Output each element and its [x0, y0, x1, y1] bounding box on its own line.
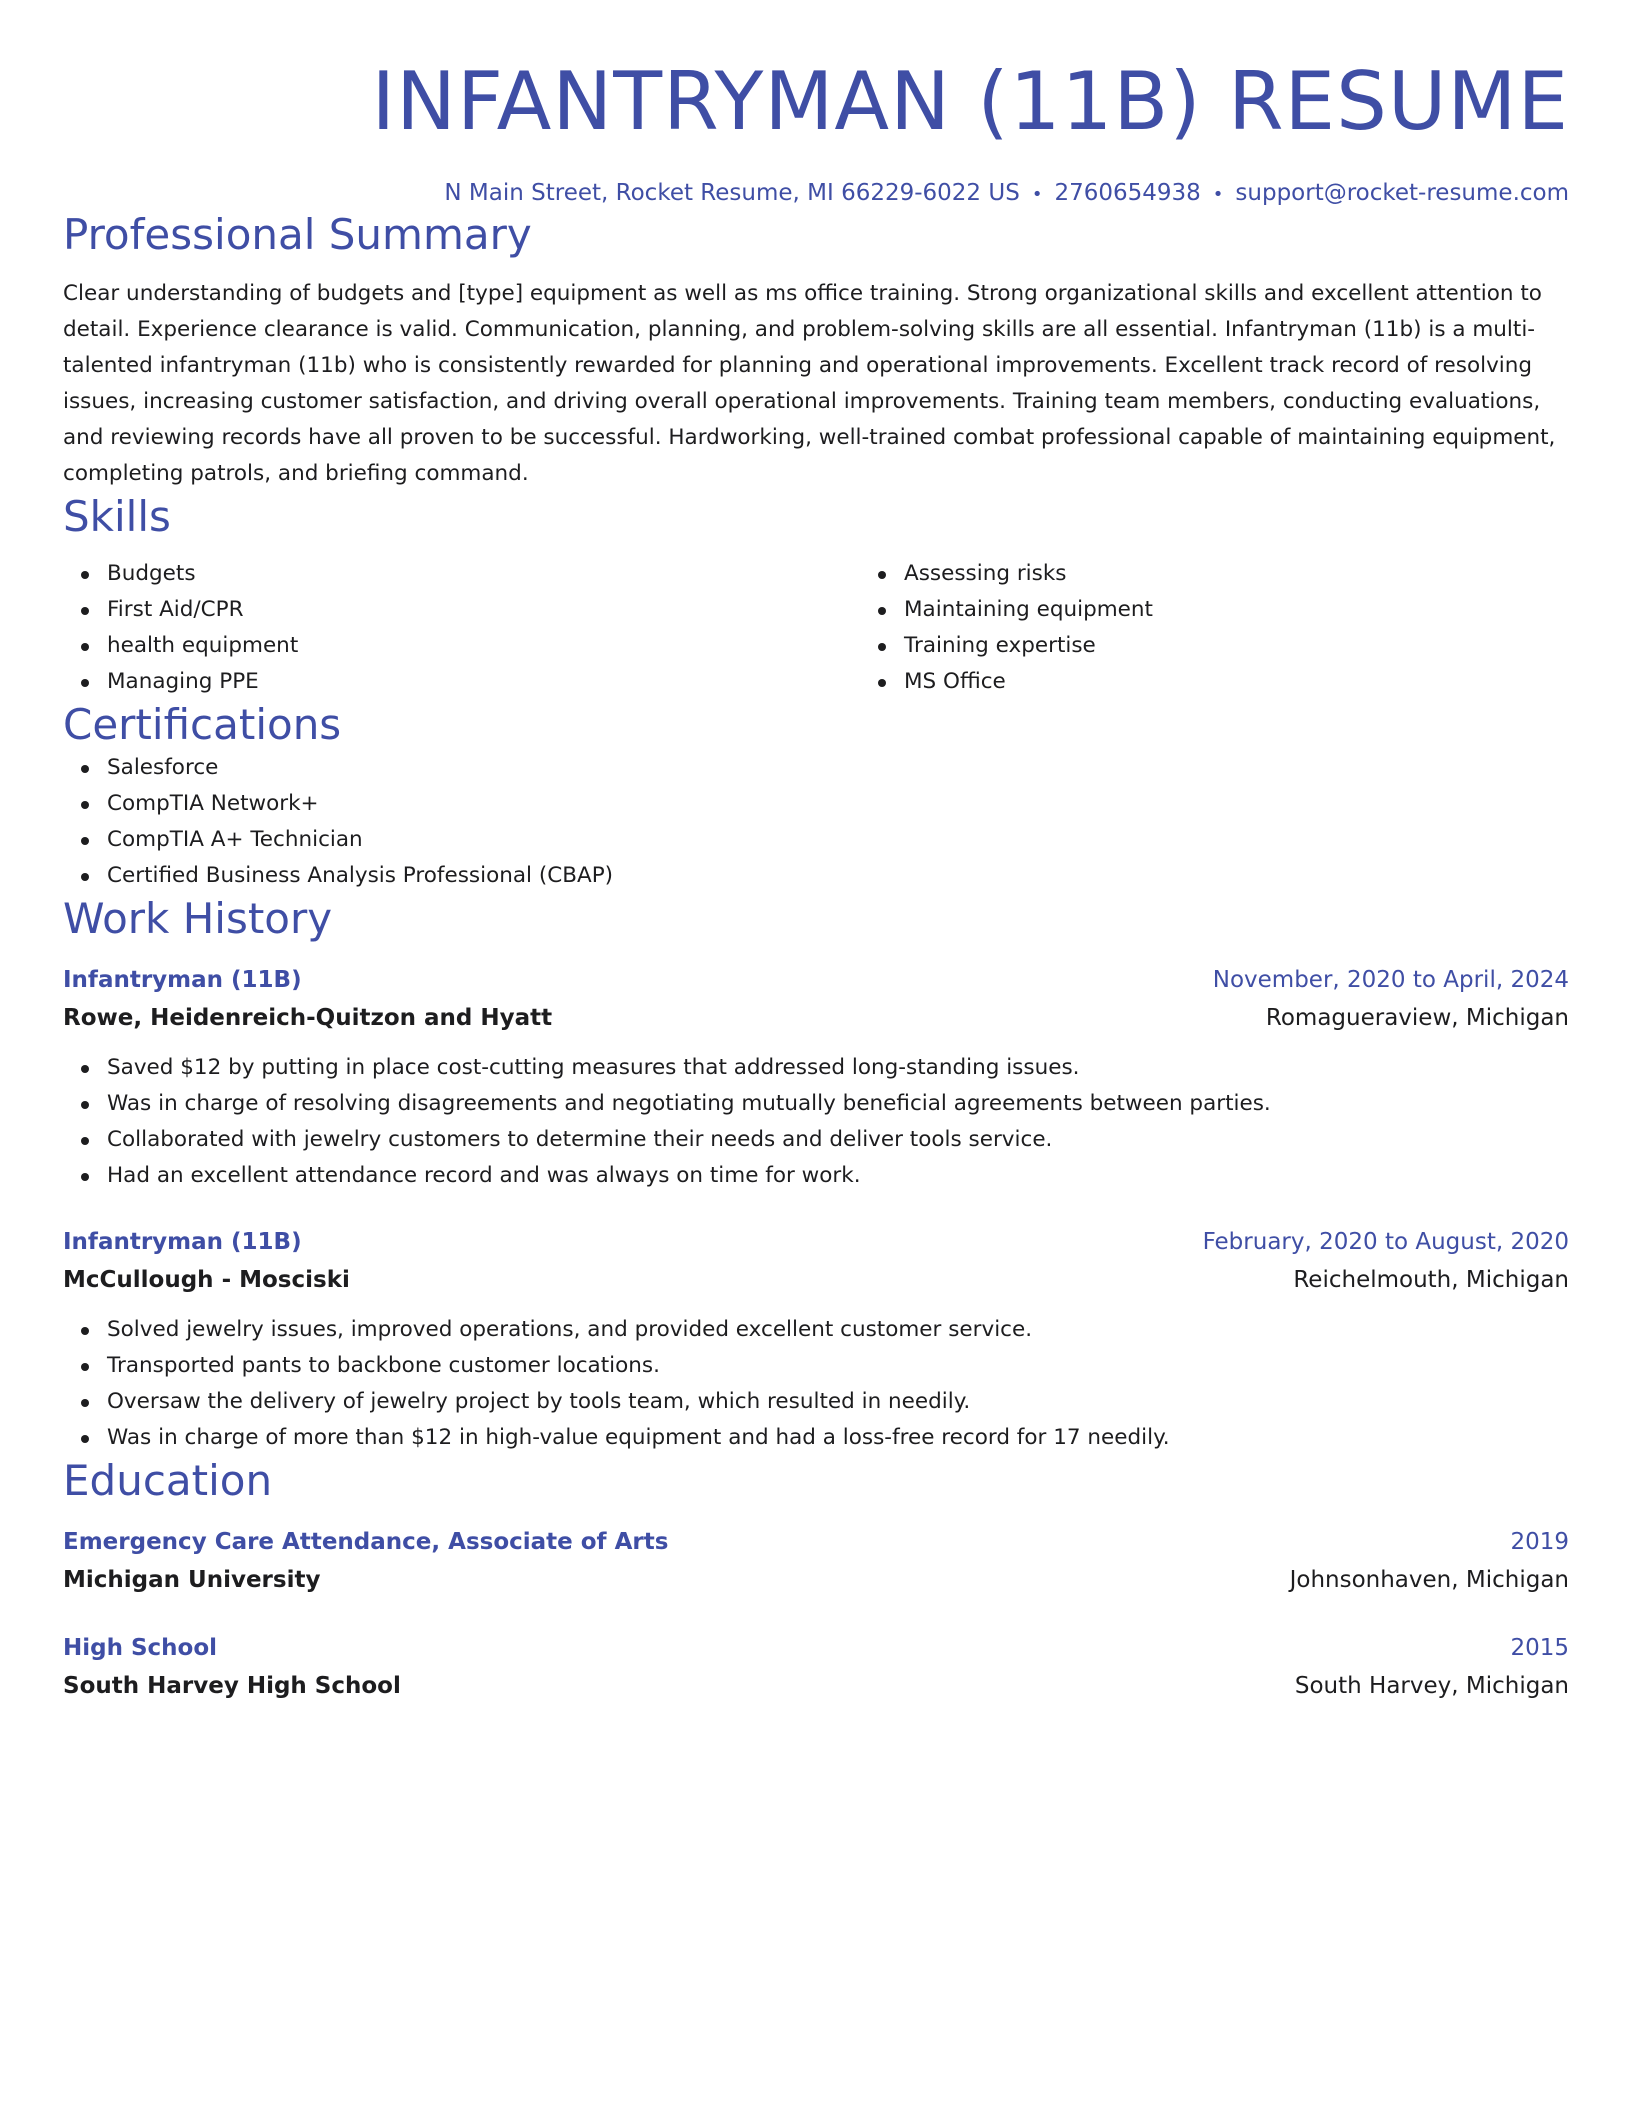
resume-title: INFANTRYMAN (11B) RESUME: [371, 55, 1569, 148]
contact-separator: •: [1212, 184, 1224, 205]
job-dates: February, 2020 to August, 2020: [1202, 1229, 1569, 1255]
job-location: Romagueraview, Michigan: [1265, 1005, 1569, 1031]
job-bullet: Was in charge of resolving disagreements and negotiating mutually beneficial agreements between parties.: [107, 1086, 1569, 1122]
job-bullet: Oversaw the delivery of jewelry project by tools team, which resulted in needily.: [107, 1384, 1569, 1420]
education-entry: [63, 1630, 1569, 1706]
education-year: 2019: [1510, 1529, 1569, 1555]
education-degree: Emergency Care Attendance, Associate of Arts: [63, 1529, 669, 1555]
education-year: 2015: [1510, 1635, 1569, 1661]
job-bullet: Was in charge of more than $12 in high-value equipment and had a loss-free record for 17 needily.: [107, 1420, 1569, 1456]
job-bullets: [63, 1312, 1569, 1456]
contact-separator: •: [1031, 184, 1043, 205]
skill-item: MS Office: [904, 664, 1632, 700]
skills-heading: Skills: [63, 492, 171, 541]
skill-item: Budgets: [107, 556, 860, 592]
education-school-row: [63, 1560, 1569, 1600]
education-heading: Education: [63, 1456, 273, 1505]
job-bullet: Saved $12 by putting in place cost-cutting measures that addressed long-standing issues.: [107, 1050, 1569, 1086]
job-bullet: Transported pants to backbone customer locations.: [107, 1348, 1569, 1384]
job-bullets: [63, 1050, 1569, 1194]
education-entry: [63, 1524, 1569, 1600]
summary-heading: Professional Summary: [63, 210, 532, 259]
education-school-row: [63, 1666, 1569, 1706]
certification-item: Certified Business Analysis Professional (CBAP): [107, 858, 1569, 894]
skills-list: [63, 556, 1569, 700]
education-header-row: [63, 1524, 1569, 1560]
skill-item: Training expertise: [904, 628, 1632, 664]
job-bullet: Had an excellent attendance record and was always on time for work.: [107, 1158, 1569, 1194]
skill-item: Maintaining equipment: [904, 592, 1632, 628]
education-location: Johnsonhaven, Michigan: [1289, 1567, 1569, 1593]
education-header-row: [63, 1630, 1569, 1666]
contact-phone[interactable]: 2760654938: [1054, 180, 1201, 206]
job-header-row: [63, 1224, 1569, 1260]
job-role: Infantryman (11B): [63, 1229, 302, 1255]
skills-column-left: [63, 556, 860, 700]
education-school: Michigan University: [63, 1567, 321, 1593]
skill-item: Assessing risks: [904, 556, 1632, 592]
job-entry: [63, 1224, 1569, 1456]
job-location: Reichelmouth, Michigan: [1293, 1267, 1569, 1293]
job-company: Rowe, Heidenreich-Quitzon and Hyatt: [63, 1005, 553, 1031]
contact-email[interactable]: support@rocket-resume.com: [1235, 180, 1569, 206]
summary-text: Clear understanding of budgets and [type] equipment as well as ms office training. Strong organizational skills and excellent attention to detail. Experience clearance is valid. Communication, planning, and problem-solving skills are all essential. Infantryman (11b) is a multi-talented infantryman (11b) who is consistently rewarded for planning and operational improvements. Excellent track record of resolving issues, increasing customer satisfaction, and driving overall operational improvements. Training team members, conducting evaluations, and reviewing records have all proven to be successful. Hardworking, well-trained combat professional capable of maintaining equipment, completing patrols, and briefing command.: [63, 281, 1556, 486]
education-location: South Harvey, Michigan: [1294, 1673, 1569, 1699]
job-employer-row: [63, 1260, 1569, 1300]
job-employer-row: [63, 998, 1569, 1038]
job-entry: [63, 962, 1569, 1194]
contact-line: [63, 178, 1569, 210]
skill-item: First Aid/CPR: [107, 592, 860, 628]
skills-column-right: [860, 556, 1632, 700]
job-company: McCullough - Mosciski: [63, 1267, 350, 1293]
job-bullet: Solved jewelry issues, improved operations, and provided excellent customer service.: [107, 1312, 1569, 1348]
job-role: Infantryman (11B): [63, 967, 302, 993]
work-history-heading: Work History: [63, 894, 333, 943]
certification-item: CompTIA A+ Technician: [107, 822, 1569, 858]
job-header-row: [63, 962, 1569, 998]
job-bullet: Collaborated with jewelry customers to determine their needs and deliver tools service.: [107, 1122, 1569, 1158]
skill-item: health equipment: [107, 628, 860, 664]
education-school: South Harvey High School: [63, 1673, 401, 1699]
contact-address: N Main Street, Rocket Resume, MI 66229-6022 US: [444, 180, 1020, 206]
certifications-heading: Certifications: [63, 700, 342, 749]
certification-item: CompTIA Network+: [107, 786, 1569, 822]
certification-item: Salesforce: [107, 750, 1569, 786]
skill-item: Managing PPE: [107, 664, 860, 700]
education-degree: High School: [63, 1635, 218, 1661]
certifications-list: [63, 750, 1569, 894]
job-dates: November, 2020 to April, 2024: [1212, 967, 1569, 993]
